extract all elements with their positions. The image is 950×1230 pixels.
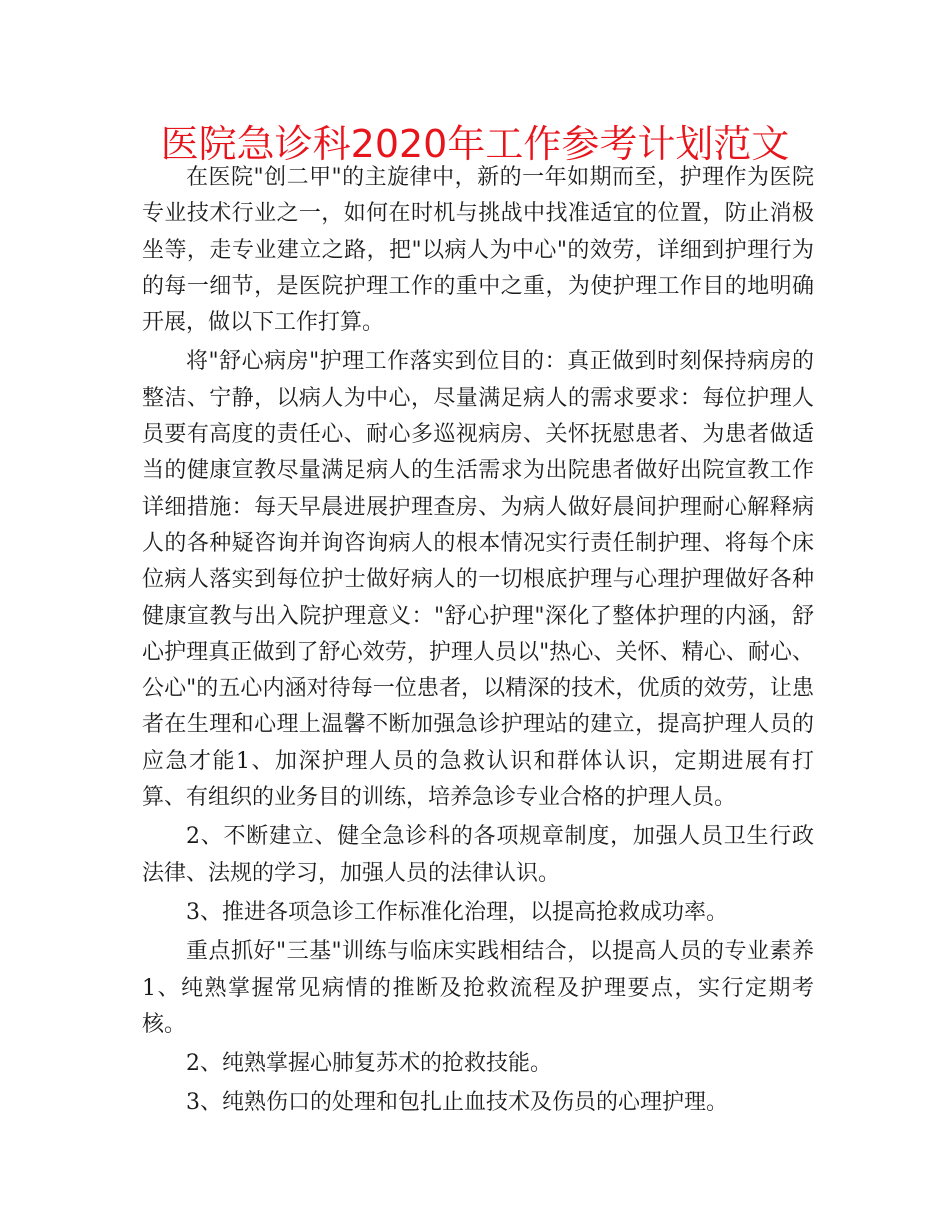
paragraph-comfort-ward: 将"舒心病房"护理工作落实到位目的：真正做到时刻保持病房的整洁、宁静，以病人为中心，尽量满足病人的需求要求：每位护理人员要有高度的责任心、耐心多巡视病房、关怀抚慰患者、为患者做适当的健康宣教尽量满足病人的生活需求为出院患者做好出院宣教工作详细措施：每天早晨进展护理查房、为病人做好晨间护理耐心解释病人的各种疑咨询并询咨询病人的根本情况实行责任制护理、将每个床位病人落实到每位护士做好病人的一切根底护理与心理护理做好各种健康宣教与出入院护理意义："舒心护理"深化了整体护理的内涵，舒心护理真正做到了舒心效劳，护理人员以"热心、关怀、精心、耐心、公心"的五心内涵对待每一位患者，以精深的技术，优质的效劳，让患者在生理和心理上温馨不断加强急诊护理站的建立，提高护理人员的应急才能1、加深护理人员的急救认识和群体认识，定期进展有打算、有组织的业务目的训练，培养急诊专业合格的护理人员。	[142, 349, 814, 811]
document-body	[142, 160, 814, 1125]
paragraph-cpr: 2、纯熟掌握心肺复苏术的抢救技能。	[186, 1051, 552, 1077]
document-title: 医院急诊科2020年工作参考计划范文	[160, 122, 790, 166]
paragraph-standardization: 3、推进各项急诊工作标准化治理，以提高抢救成功率。	[186, 899, 728, 925]
paragraph-intro: 在医院"创二甲"的主旋律中，新的一年如期而至，护理作为医院专业技术行业之一，如何在时机与挑战中找准适宜的位置，防止消极坐等，走专业建立之路，把"以病人为中心"的效劳，详细到护理行为的每一细节，是医院护理工作的重中之重，为使护理工作目的地明确开展，做以下工作打算。	[142, 165, 814, 336]
paragraph-three-basics: 重点抓好"三基"训练与临床实践相结合，以提高人员的专业素养1、纯熟掌握常见病情的推断及抢救流程及护理要点，实行定期考核。	[142, 939, 814, 1037]
paragraph-wound-care: 3、纯熟伤口的处理和包扎止血技术及伤员的心理护理。	[186, 1090, 728, 1116]
paragraph-rules: 2、不断建立、健全急诊科的各项规章制度，加强人员卫生行政法律、法规的学习，加强人员的法律认识。	[142, 824, 814, 886]
